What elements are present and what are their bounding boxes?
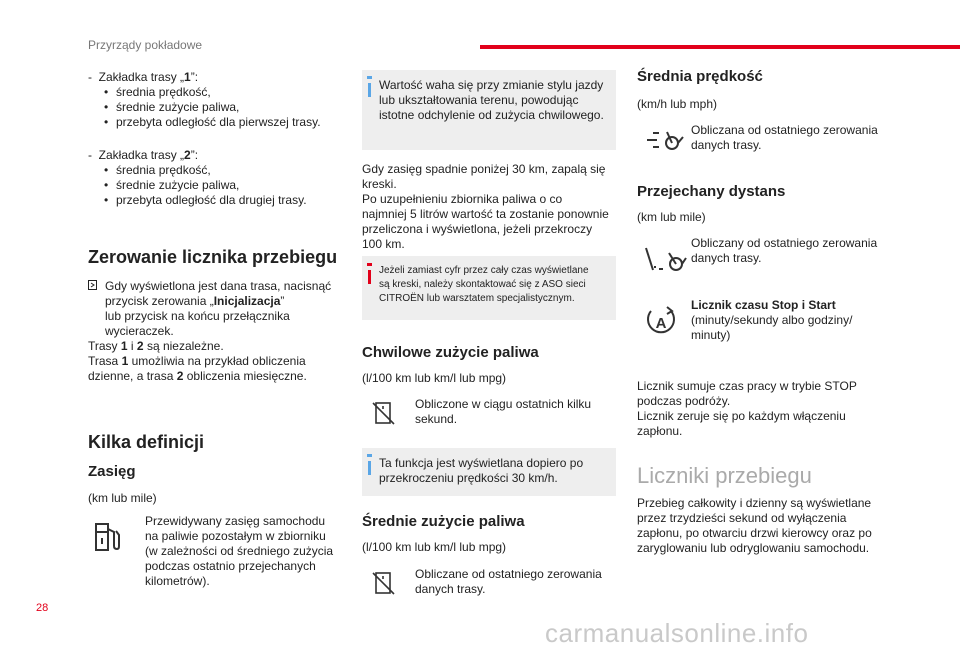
trip2-list [102,163,348,208]
instant-fuel-icon [372,400,396,426]
avg-fuel-icon [372,570,396,596]
avg-speed-heading: Średnia prędkość [637,68,763,85]
odometers-heading: Liczniki przebiegu [637,463,812,488]
range-paragraph: Gdy zasięg spadnie poniżej 30 km, zapalą się kreski. Po uzupełnieniu zbiornika paliwa o co najmniej 5 litrów wartość ta zostanie ponownie przeliczona i wyświetlona, jeżeli przekroczy 100 km. [362,162,609,251]
stop-start-description: Licznik czasu Stop i Start (minuty/sekundy albo godziny/ minuty) [691,298,853,342]
range-units: (km lub mile) [88,491,157,505]
trip1-block: - Zakładka trasy „1”: • średnia prędkość, • średnie zużycie paliwa, • przebyta odległość dla pierwszej trasy. [88,70,348,130]
arrow-icon [88,279,97,295]
list-item: • średnie zużycie paliwa, [102,100,348,115]
avg-consumption-heading: Średnie zużycie paliwa [362,513,525,530]
dash: - [88,148,92,162]
list-item: • średnia prędkość, [102,85,348,100]
instant-consumption-heading: Chwilowe zużycie paliwa [362,344,539,361]
header-accent-bar [480,45,960,49]
list-item: • przebyta odległość dla drugiej trasy. [102,193,348,208]
range-heading: Zasięg [88,463,136,480]
stop-start-icon [645,303,677,337]
stop-start-paragraph: Licznik sumuje czas pracy w trybie STOP podczas podróży. Licznik zeruje się po każdym włączeniu zapłonu. [637,379,857,438]
info-icon [367,76,372,79]
reset-text: Gdy wyświetlona jest dana trasa, nacisnąć przycisk zerowania „Inicjalizacja” lub przycisk na końcu przełącznika wycieraczek. Trasy 1 i 2 są niezależne. Trasa 1 umożliwia na przykład obliczenia dzienne, a trasa 2 obliczenia miesięczne. [88,279,332,383]
distance-units: (km lub mile) [637,210,706,224]
info-note: Wartość waha się przy zmianie stylu jazdy lub ukształtowania terenu, powodując istotne odchylenie od zużycia chwilowego. [362,70,616,150]
distance-heading: Przejechany dystans [637,183,786,200]
odometers-paragraph: Przebieg całkowity i dzienny są wyświetlane przez trzydzieści sekund od wyłączenia zapłonu, po otwarciu drzwi kierowcy oraz po zaryglowaniu lub odryglowaniu samochodu. [637,496,872,555]
instant-consumption-description: Obliczone w ciągu ostatnich kilku sekund. [415,397,592,426]
list-item: • średnie zużycie paliwa, [102,178,348,193]
instant-consumption-units: (l/100 km lub km/l lub mpg) [362,371,507,385]
trip1-list [102,85,348,130]
distance-description: Obliczany od ostatniego zerowania danych trasy. [691,236,878,265]
fuel-pump-icon [92,520,128,554]
avg-consumption-description: Obliczane od ostatniego zerowania danych trasy. [415,567,602,596]
reset-heading: Zerowanie licznika przebiegu [88,247,338,267]
section-title: Przyrządy pokładowe [88,38,203,52]
definitions-heading: Kilka definicji [88,432,205,452]
list-item: • przebyta odległość dla pierwszej trasy. [102,115,348,130]
info-icon [367,454,372,457]
avg-consumption-units: (l/100 km lub km/l lub mpg) [362,540,507,554]
speed-gauge-icon [645,128,685,152]
watermark: carmanualsonline.info [545,618,809,648]
trip2-block: - Zakładka trasy „2”: • średnia prędkość, • średnie zużycie paliwa, • przebyta odległość dla drugiej trasy. [88,148,348,208]
info-note-speed: Ta funkcja jest wyświetlana dopiero po przekroczeniu prędkości 30 km/h. [362,448,616,496]
avg-speed-units: (km/h lub mph) [637,97,718,111]
distance-icon [643,244,687,274]
warning-note: Jeżeli zamiast cyfr przez cały czas wyświetlane są kreski, należy skontaktować się z ASO sieci CITROËN lub warsztatem specjalistycznym. [362,256,616,320]
range-description: Przewidywany zasięg samochodu na paliwie pozostałym w zbiorniku (w zależności od średniego zużycia podczas ostatnio przejechanych kilometrów). [145,514,334,588]
dash: - [88,70,92,84]
list-item: • średnia prędkość, [102,163,348,178]
svg-text:A: A [655,315,667,332]
avg-speed-description: Obliczana od ostatniego zerowania danych trasy. [691,123,878,152]
page-number: 28 [36,602,49,614]
warning-icon [367,263,372,266]
